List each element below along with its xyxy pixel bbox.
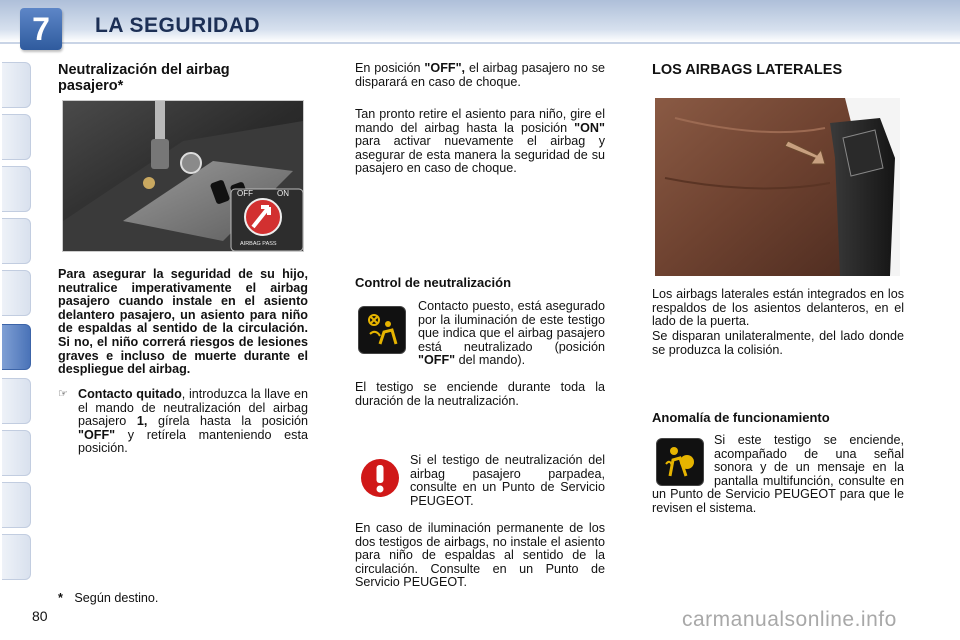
- procedure-bullet: [58, 388, 308, 456]
- chapter-tab[interactable]: [2, 430, 31, 476]
- bullet-text-b: gírela hasta la posición: [147, 414, 308, 429]
- child-seat-warning: Para asegurar la seguridad de su hijo, neutralice imperativamente el airbag pasajero cuando instale en el asiento delantero pasajero, un asiento para niño de espaldas al sentido de la circulación. Si no, el niño correrá riesgos de lesiones graves e incluso de muerte durante el despliegue del airbag.: [58, 267, 308, 377]
- page-number: 80: [32, 608, 48, 624]
- chapter-tab[interactable]: [2, 270, 31, 316]
- anomaly-paragraph: [652, 434, 904, 516]
- chapter-tabs: [0, 62, 30, 582]
- control-duration-paragraph: El testigo se enciende durante toda la duración de la neutralización.: [355, 380, 605, 408]
- control-paragraph: [418, 300, 605, 368]
- anomaly-heading: Anomalía de funcionamiento: [652, 410, 830, 425]
- heading-line: Neutralización del airbag: [58, 62, 230, 78]
- footnote: [58, 592, 158, 606]
- warning-exclamation-icon: [360, 458, 400, 498]
- chapter-tab[interactable]: [2, 534, 31, 580]
- bullet-text-c: y retírela manteniendo esta posición.: [78, 427, 308, 456]
- pointing-hand-icon: ☞: [58, 388, 68, 400]
- para2-on: "ON": [574, 120, 605, 135]
- seat-side-airbag-photo: [655, 98, 900, 276]
- para2-a: Tan pronto retire el asiento para niño, gire el mando del airbag hasta la posición: [355, 107, 605, 135]
- on-position-paragraph: [355, 108, 605, 176]
- bullet-number: 1,: [136, 414, 148, 429]
- control-text-a: Contacto puesto, está asegurado por la iluminación de este testigo que indica que el airbag pasajero está neutralizado (posición: [418, 299, 605, 354]
- watermark: carmanualsonline.info: [682, 608, 897, 631]
- side-airbags-heading: LOS AIRBAGS LATERALES: [652, 62, 843, 78]
- side-airbags-location-paragraph: Los airbags laterales están integrados en los respaldos de los asientos delanteros, en el lado de la puerta.: [652, 287, 904, 329]
- para2-b: para activar nuevamente el airbag y asegurar de esta manera la seguridad de su pasajero en caso de choque.: [355, 134, 605, 176]
- chapter-tab[interactable]: [2, 218, 31, 264]
- seat-illustration: [655, 98, 900, 276]
- chapter-tab[interactable]: [2, 62, 31, 108]
- bullet-text-a: , introduzca la llave en el mando de neutralización del airbag pasajero: [78, 387, 308, 429]
- airbag-off-telltale-glyph: [362, 310, 402, 350]
- off-position-paragraph: [355, 62, 605, 89]
- flashing-telltale-paragraph: Si el testigo de neutralización del airbag pasajero parpadea, consulte en un Punto de Servicio PEUGEOT.: [410, 453, 605, 508]
- icon-float-spacer: [652, 434, 714, 484]
- footnote-star: *: [58, 591, 63, 605]
- heading-line: pasajero*: [58, 78, 124, 94]
- control-text-b: del mando).: [455, 353, 526, 368]
- warning-exclamation-glyph: [360, 458, 400, 498]
- side-airbags-deploy-paragraph: Se disparan unilateralmente, del lado donde se produzca la colisión.: [652, 329, 904, 357]
- chapter-tab[interactable]: [2, 166, 31, 212]
- anomaly-text: Si este testigo se enciende, acompañado de una señal sonora y de un mensaje en la pantalla multifunción, consulte en un Punto de Servicio PEUGEOT para que le revisen el sistema.: [652, 433, 904, 515]
- bullet-label: Contacto quitado: [78, 387, 182, 401]
- chapter-tab[interactable]: [2, 378, 31, 424]
- chapter-tab[interactable]: [2, 482, 31, 528]
- airbag-switch-illustration: [63, 101, 303, 251]
- para1-a: En posición: [355, 61, 425, 75]
- airbag-switch-photo: [62, 100, 304, 252]
- header-divider: [0, 42, 960, 44]
- on-label: ON: [277, 189, 289, 198]
- chapter-tab-active[interactable]: [2, 324, 31, 370]
- airbag-label: AIRBAG PASS: [240, 241, 277, 247]
- section-heading-neutralization: [58, 62, 318, 94]
- bullet-off: "OFF": [78, 427, 116, 442]
- page-title: LA SEGURIDAD: [95, 14, 261, 37]
- chapter-badge: 7: [20, 8, 62, 50]
- para1-b: el airbag pasajero no se disparará en caso de choque.: [355, 61, 605, 89]
- airbag-off-telltale-icon: [358, 306, 406, 354]
- chapter-tab[interactable]: [2, 114, 31, 160]
- bullet-text: [78, 388, 308, 456]
- control-off: "OFF": [418, 353, 456, 368]
- control-heading: Control de neutralización: [355, 275, 512, 290]
- para1-off: "OFF",: [424, 61, 466, 75]
- permanent-illumination-paragraph: En caso de iluminación permanente de los dos testigos de airbags, no instale el asiento para niño de espaldas al sentido de la circulación. Consulte en un Punto de Servicio PEUGEOT.: [355, 521, 605, 590]
- off-label: OFF: [237, 189, 253, 198]
- footnote-text: Según destino.: [74, 591, 159, 605]
